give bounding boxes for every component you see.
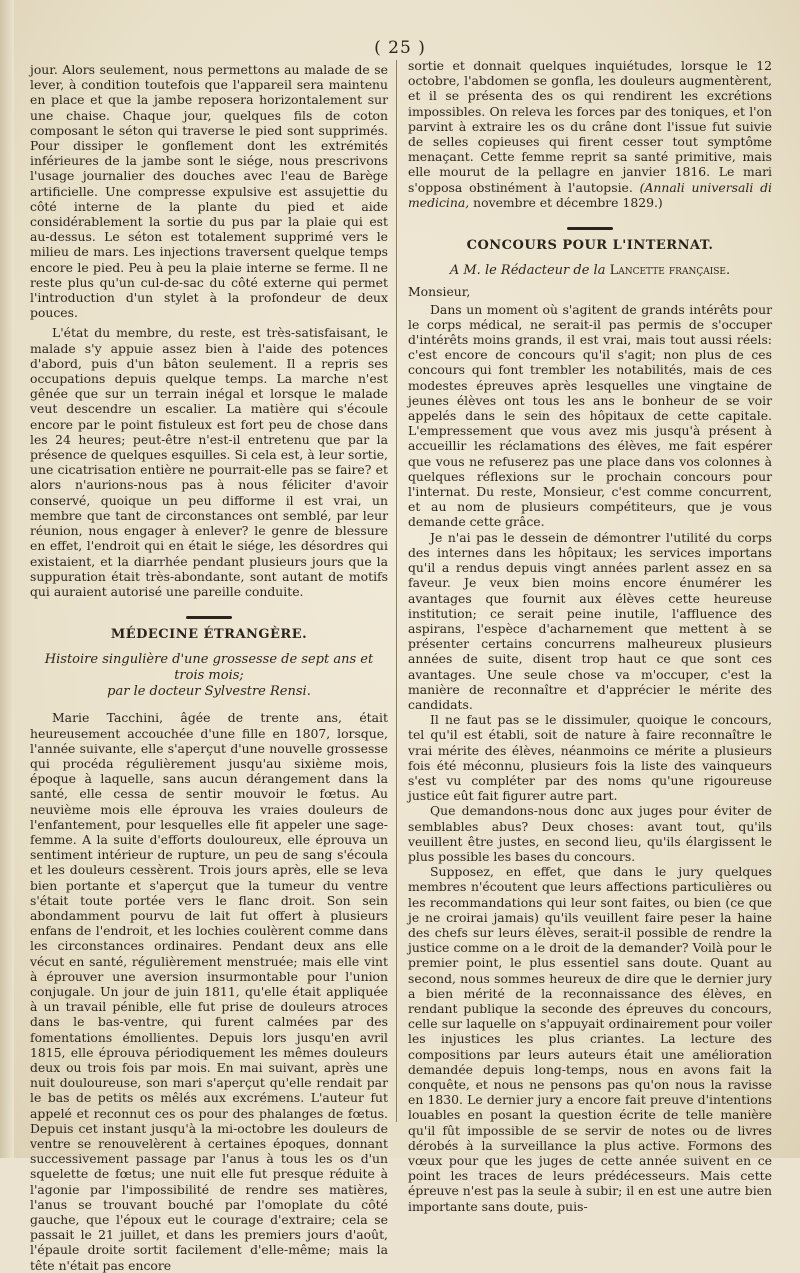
section-divider-ornament-right — [408, 220, 772, 230]
article-subtitle-line1: Histoire singulière d'une grossesse de sept ans et trois mois; — [44, 652, 374, 684]
right-para-utility: Je n'ai pas le dessein de démontrer l'utilité du corps des internes dans les hôpitaux; les services importans qu'il a rendus depuis vingt années parlent assez en sa faveur. Je veux bien moins encore énumérer les avantages que fournit aux élèves cette heureuse institution; ce serait peine inutile, l'affluence des aspirans, l'espèce d'acharnement que mettent à se présenter certains concurrens malheureux plusieurs années de suite, disent trop haut ce que sont ces avantages. Une seule chose va m'occuper, c'est la manière de reconnaître et d'apprécier le mérite des candidats. — [408, 529, 772, 712]
page-edge-shadow — [0, 0, 14, 1158]
right-para-dissimuler: Il ne faut pas se le dissimuler, quoique le concours, tel qu'il est établi, soit de nature à faire reconnaître le vrai mérite des élèves, néanmoins ce mérite a plusieurs fois été méconnu, plusieurs fois la liste des vainqueurs s'est vu compléter par des noms qu'une rigoureuse justice eût fait figurer autre part. — [408, 712, 772, 804]
left-para-limb-state: L'état du membre, du reste, est très-satisfaisant, le malade s'y appuie assez bien à l'aide des potences d'abord, puis d'un bâton seulement. Il a repris ses occupations depuis quelque temps. La marche n'est gênée que sur un terrain inégal et lorsque le malade veut descendre un escalier. La matière qui s'écoule encore par le point fistuleux est fort peu de chose dans les 24 heures; peut-être n'est-il entretenu que par la présence de quelques esquilles. Si cela est, à leur sortie, une cicatrisation entière ne pourrait-elle pas se faire? et alors n'aurions-nous pas à nous féliciter d'avoir conservé, quoique un peu difforme il est vrai, un membre que tant de circonstances ont semblé, par leur réunion, nous engager à enlever? le genre de blessure en effet, l'endroit qui en était le siége, les désordres qui existaient, et la diarrhée pendant plusieurs jours que la suppuration était très-abondante, sont autant de motifs qui auraient autorisé une pareille conduite. — [30, 325, 388, 599]
article-subtitle — [30, 652, 388, 700]
right-column — [408, 58, 772, 1214]
left-para-case-history: Marie Tacchini, âgée de trente ans, était heureusement accouchée d'une fille en 1807, lorsque, l'année suivante, elle s'aperçut d'une nouvelle grossesse qui procéda régulièrement jusqu'au sixième mois, époque à laquelle, sans aucun dérangement dans la santé, elle cessa de sentir mouvoir le fœtus. Au neuvième mois elle éprouva les vraies douleurs de l'enfantement, pour lesquelles elle fit appeler une sage-femme. A la suite d'efforts douloureux, elle éprouva un sentiment intérieur de rupture, un peu de sang s'écoula et les douleurs cessèrent. Trois jours après, elle se leva bien portante et s'aperçut que la tumeur du ventre s'était toute portée vers le flanc droit. Son sein abondamment pourvu de lait fut offert à plusieurs enfans de l'endroit, et les lochies coulèrent comme dans les circonstances ordinaires. Pendant deux ans elle vécut en santé, régulièrement menstruée; mais elle vint à éprouver une aversion insurmontable pour l'union conjugale. Un jour de juin 1811, qu'elle était appliquée à un travail pénible, elle fut prise de douleurs atroces dans le bas-ventre, qui furent calmées par des fomentations émollientes. Depuis lors jusqu'en avril 1815, elle éprouva périodiquement les mêmes douleurs deux ou trois fois par mois. En mai suivant, après une nuit douloureuse, son mari s'aperçut qu'elle rendait par le bas de petits os mêlés aux excrémens. L'auteur fut appelé et reconnut ces os pour des phalanges de fœtus. Depuis cet instant jusqu'à la mi-octobre les douleurs de ventre se renouvelèrent à certaines époques, donnant successivement passage par l'anus à tous les os d'un squelette de fœtus; une nuit elle fut presque réduite à l'agonie par l'impossibilité de rendre ses matières, l'anus se trouvant bouché par l'omoplate du côté gauche, que l'époux eut le courage d'extraire; cela se passait le 21 juillet, et dans les premiers jours d'août, l'épaule droite sortit facilement d'elle-même; mais la tête n'était pas encore — [30, 710, 388, 1273]
right-para-supposez: Supposez, en effet, que dans le jury quelques membres n'écoutent que leurs affections particulières ou les recommandations qui leur sont faites, ou bien (ce que je ne croirai jamais) qu'ils veuillent faire peser la haine des chefs sur leurs élèves, serait-il possible de rendre la justice comme on a le droit de la demander? Voilà pour le premier point, le plus essentiel sans doute. Quant au second, nous sommes heureux de dire que le dernier jury a bien mérité de la reconnaissance des élèves, en rendant publique la seconde des épreuves du concours, celle sur laquelle on s'appuyait ordinairement pour voiler les injustices les plus criantes. La lecture des compositions par leurs auteurs était une amélioration demandée depuis long-temps, nous en avons fait la conquête, et nous ne pensons pas qu'on nous la ravisse en 1830. Le dernier jury a encore fait preuve d'intentions louables en posant la question écrite de telle manière qu'il fût impossible de se servir de notes ou de livres dérobés à la surveillance la plus active. Formons des vœux pour que les juges de cette année suivent en ce point les traces de leurs prédécesseurs. Mais cette épreuve n'est pas la seule à subir; il en est une autre bien importante sans doute, puis- — [408, 864, 772, 1214]
article-subtitle-line2: par le docteur Sylvestre Rensi. — [107, 684, 311, 700]
right-para-continuation-text: sortie et donnait quelques inquiétudes, lorsque le 12 octobre, l'abdomen se gonfla, les douleurs augmentèrent, et il se présenta des os qui rendirent les excrétions impossibles. On releva les forces par des toniques, et l'on parvint à extraire les os du crâne dont l'issue fut suivie de selles copieuses qui firent cesser tout symptôme menaçant. Cette femme reprit sa santé primitive, mais elle mourut de la pellagre en janvier 1816. Le mari s'opposa obstinément à l'autopsie. — [408, 58, 772, 195]
citation-tail: novembre et décembre 1829.) — [473, 194, 663, 210]
right-para-demandons: Que demandons-nous donc aux juges pour éviter de semblables abus? Deux choses: avant tout, qu'ils veuillent être justes, en second lieu, qu'ils élargissent le plus possible les bases du concours. — [408, 803, 772, 864]
page-number: ( 25 ) — [374, 38, 426, 58]
right-para-intro: Dans un moment où s'agitent de grands intérêts pour le corps médical, ne serait-il pas permis de s'occuper d'intérêts moins grands, il est vrai, mais tout aussi réels: c'est encore de concours qu'il s'agit; non plus de ces concours qui font trembler les notabilités, mais de ces modestes épreuves après lesquelles une vingtaine de jeunes élèves ont tous les ans le bonheur de se voir appelés dans le sein des hôpitaux de cette capitale. L'empressement que vous avez mis jusqu'à présent à accueillir les réclamations des élèves, me fait espérer que vous ne refuserez pas une place dans vos colonnes à quelques réflexions sur le prochain concours pour l'internat. Du reste, Monsieur, c'est comme concurrent, et au nom de plusieurs compétiteurs, que je vous demande cette grâce. — [408, 301, 772, 530]
column-divider — [396, 60, 397, 1122]
left-para-continuation: jour. Alors seulement, nous permettons au malade de se lever, à condition toutefois que l'appareil sera maintenu en place et que la jambe reposera horizontalement sur une chaise. Chaque jour, quelques fils de coton composant le séton qui traverse le pied sont supprimés. Pour dissiper le gonflement dont les extrémités inférieures de la jambe sont le siége, nous prescrivons l'usage journalier des douches avec l'eau de Barège artificielle. Une compresse expulsive est assujettie du côté interne de la plante du pied et aide considérablement la sortie du pus par la plaie qui est au-dessus. Le séton est totalement supprimé vers le milieu de mars. Les injections traversent quelque temps encore le pied. Peu à peu la plaie interne se ferme. Il ne reste plus qu'un cul-de-sac du côté externe qui permet l'introduction d'un stylet à la profondeur de deux pouces. — [30, 62, 388, 321]
left-column — [30, 62, 388, 1273]
address-journal: Lancette française. — [609, 263, 731, 279]
address-line — [408, 263, 772, 278]
section-heading-concours: CONCOURS POUR L'INTERNAT. — [466, 238, 714, 254]
section-divider-ornament — [30, 609, 388, 619]
address-prefix: A M. le Rédacteur de la — [449, 263, 606, 279]
right-para-continuation — [408, 58, 772, 210]
salutation: Monsieur, — [408, 284, 471, 300]
citation-source: (Annali universali di medicina, — [408, 179, 772, 210]
section-heading-medecine-etrangere: MÉDECINE ÉTRANGÈRE. — [110, 627, 308, 643]
